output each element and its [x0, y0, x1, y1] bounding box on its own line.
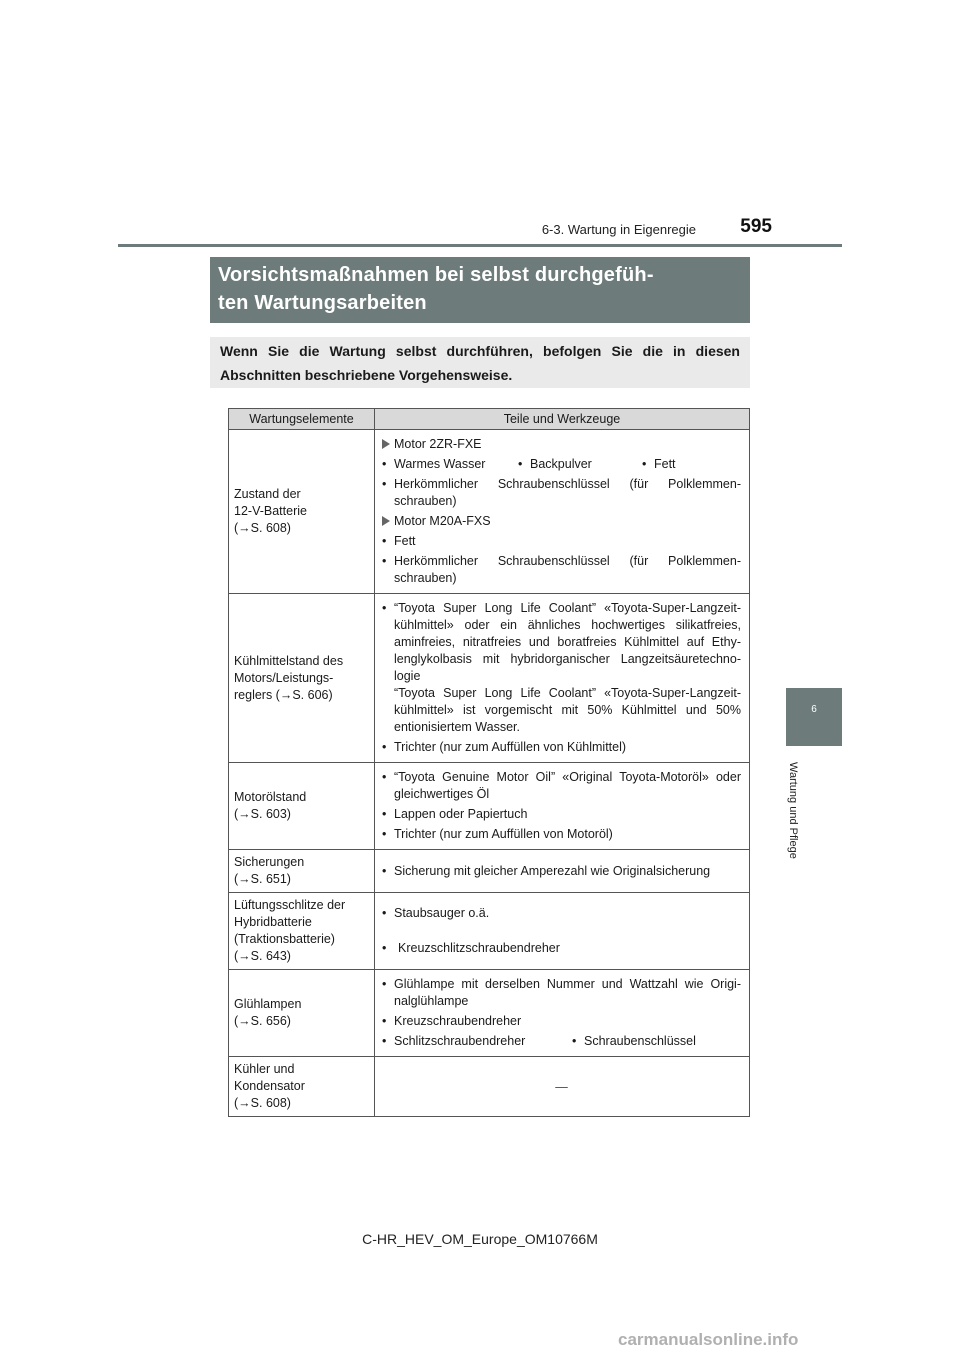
item-line: Motors/Leistungs-: [234, 670, 334, 685]
item-cell: [229, 970, 375, 1057]
item-cell: [229, 1057, 375, 1117]
list-item: • Herkömmlicher Schraubenschlüssel (für Polklemmen-schrauben): [382, 476, 741, 510]
page-title-line-2: ten Wartungsarbeiten: [218, 292, 427, 314]
tool-inline-list: [382, 456, 741, 473]
item-cell: [229, 430, 375, 594]
tools-cell: [375, 594, 750, 763]
header-rule: [118, 244, 842, 247]
coolant-spec: • “Toyota Super Long Life Coolant” «Toyota-Super-Langzeit-kühlmittel» oder ein ähnliches hochwertiges silikatfreies, aminfreies, nitratfreies und boratfreies Kühlmittel auf Ethy-lenglykolbasis mit hybridorganischer Langzeitsäuretechno-logie: [394, 601, 741, 683]
table-row: [229, 763, 750, 850]
item-line: 12-V-Batterie: [234, 504, 307, 518]
list-item: • Sicherung mit gleicher Amperezahl wie Originalsicherung: [382, 863, 741, 880]
page-reference-link[interactable]: (→S. 643): [234, 949, 291, 963]
list-item: • Herkömmlicher Schraubenschlüssel (für Polklemmen-schrauben): [382, 553, 741, 587]
chapter-tab-label-text: Wartung und Pflege: [787, 762, 799, 859]
list-item: • Schlitzschraubendreher: [382, 1033, 572, 1050]
item-line: Glühlampen: [234, 997, 302, 1011]
list-item: • Schraubenschlüssel: [572, 1033, 696, 1050]
table-header-row: [229, 409, 750, 430]
page-reference-link[interactable]: reglers (→S. 606): [234, 687, 333, 702]
list-item: [382, 600, 741, 736]
item-cell: [229, 763, 375, 850]
tools-cell: [375, 850, 750, 893]
item-cell: [229, 594, 375, 763]
item-line: Hybridbatterie: [234, 915, 312, 929]
coolant-note: “Toyota Super Long Life Coolant” «Toyota-Super-Langzeit-kühlmittel» ist vorgemischt mit 50% Kühlmittel und 50% entionisiertem Wasser.: [394, 686, 741, 734]
engine-subheading-text: Motor 2ZR-FXE: [394, 437, 482, 451]
list-item: • Trichter (nur zum Auffüllen von Kühlmittel): [382, 739, 741, 756]
table-row: [229, 970, 750, 1057]
list-item: • Staubsauger o.ä.: [382, 905, 741, 922]
list-item: • Fett: [382, 533, 741, 550]
item-line: Motorölstand: [234, 790, 307, 804]
item-line: Lüftungsschlitze der: [234, 898, 346, 912]
tools-cell: [375, 970, 750, 1057]
item-line: (Traktionsbatterie): [234, 932, 335, 946]
page-title-line-1: Vorsichtsmaßnahmen bei selbst durchgefüh-: [218, 264, 654, 286]
list-item: • Glühlampe mit derselben Nummer und Wattzahl wie Origi-nalglühlampe: [382, 976, 741, 1010]
table-row: [229, 430, 750, 594]
engine-subheading-text: Motor M20A-FXS: [394, 514, 491, 528]
item-line: Kondensator: [234, 1079, 305, 1093]
chapter-tab[interactable]: [786, 688, 842, 746]
item-cell: [229, 893, 375, 970]
triangle-bullet-icon: [382, 439, 390, 449]
page-reference-link[interactable]: (→S. 656): [234, 1014, 291, 1028]
item-cell: [229, 850, 375, 893]
list-item: • Trichter (nur zum Auffüllen von Motoröl): [382, 826, 741, 843]
page-reference-link[interactable]: (→S. 608): [234, 1096, 291, 1110]
list-item: • Kreuzschraubendreher: [382, 1013, 741, 1030]
column-header-items: Wartungselemente: [229, 409, 375, 430]
page-title: [210, 257, 750, 323]
tools-cell-empty: [375, 1057, 750, 1117]
table-row: [229, 893, 750, 970]
tools-cell: [375, 763, 750, 850]
chapter-tab-number: 6: [811, 704, 817, 715]
engine-subheading: [382, 436, 741, 453]
list-item: • Lappen oder Papiertuch: [382, 806, 741, 823]
tool-inline-list: [382, 1033, 741, 1050]
item-line: Kühler und: [234, 1062, 295, 1076]
chapter-tab-label: [778, 762, 808, 874]
table-row: [229, 594, 750, 763]
engine-subheading: [382, 513, 741, 530]
watermark: carmanualsonline.info: [618, 1330, 799, 1349]
tools-cell: [375, 893, 750, 970]
tools-cell: [375, 430, 750, 594]
column-header-tools: Teile und Werkzeuge: [375, 409, 750, 430]
list-item: • Fett: [642, 456, 676, 473]
footer-document-code: C-HR_HEV_OM_Europe_OM10766M: [362, 1231, 598, 1247]
list-item: • “Toyota Genuine Motor Oil” «Original Toyota-Motoröl» oder gleichwertiges Öl: [382, 769, 741, 803]
page-reference-link[interactable]: (→S. 608): [234, 521, 291, 535]
item-line: Sicherungen: [234, 855, 305, 869]
section-header: 6-3. Wartung in Eigenregie: [541, 222, 696, 237]
page-reference-link[interactable]: (→S. 651): [234, 872, 291, 886]
page-reference-link[interactable]: (→S. 603): [234, 807, 291, 821]
intro-text: Wenn Sie die Wartung selbst durchführen, befolgen Sie die in diesen Abschnitten beschriebene Vorgehensweise.: [210, 337, 750, 388]
maintenance-table: [228, 408, 750, 1117]
triangle-bullet-icon: [382, 516, 390, 526]
item-line: Zustand der: [234, 487, 301, 501]
table-row: [229, 850, 750, 893]
item-line: Kühlmittelstand des: [234, 653, 344, 668]
list-item: • Warmes Wasser: [382, 456, 518, 473]
list-item: • Kreuzschlitzschraubendreher: [382, 940, 741, 957]
table-row: [229, 1057, 750, 1117]
em-dash: —: [555, 1079, 568, 1094]
list-item: • Backpulver: [518, 456, 642, 473]
page-number: 595: [740, 216, 772, 237]
